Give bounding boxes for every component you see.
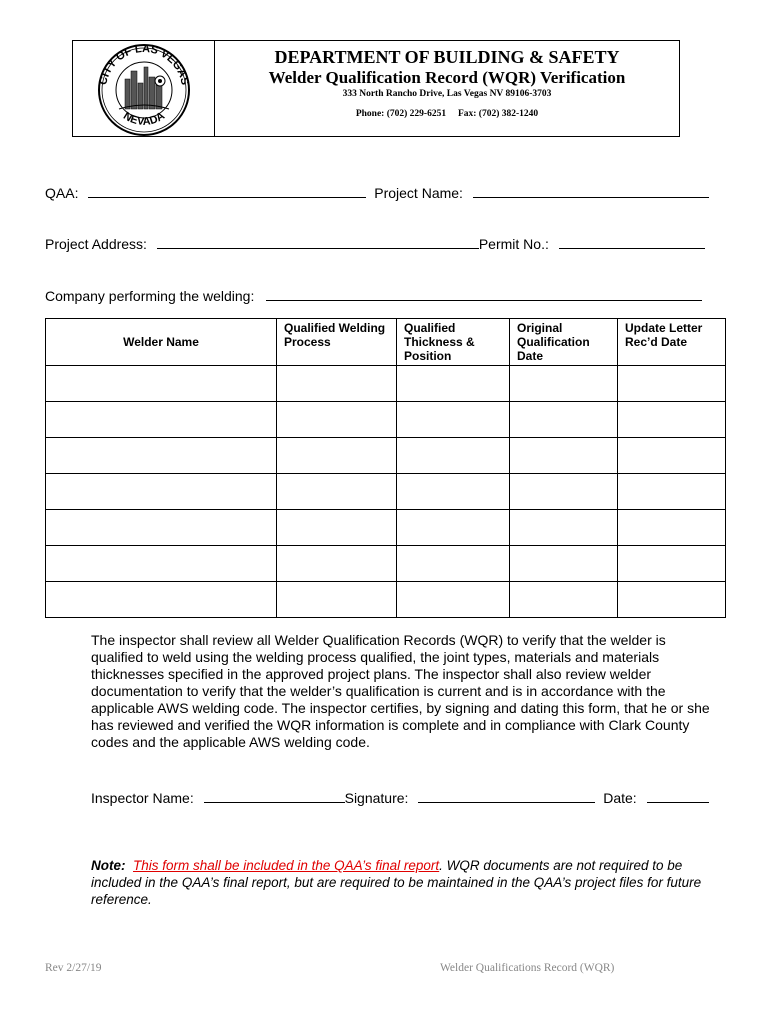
table-header-row — [46, 319, 726, 366]
table-cell[interactable] — [277, 582, 397, 618]
permit-label: Permit No.: — [478, 236, 549, 252]
department-title: DEPARTMENT OF BUILDING & SAFETY — [274, 47, 620, 67]
header-title-box — [215, 40, 680, 137]
table-cell[interactable] — [46, 402, 277, 438]
company-label: Company performing the welding: — [45, 288, 255, 304]
table-cell[interactable] — [46, 510, 277, 546]
table-row — [46, 402, 726, 438]
inspector-row — [91, 788, 709, 806]
table-cell[interactable] — [277, 366, 397, 402]
table-cell[interactable] — [46, 546, 277, 582]
table-cell[interactable] — [277, 510, 397, 546]
inspector-name-input[interactable] — [204, 788, 345, 803]
table-cell[interactable] — [618, 546, 726, 582]
table-row — [46, 582, 726, 618]
welder-table — [45, 318, 726, 618]
company-row — [45, 286, 702, 304]
update-letter-header: Update Letter Rec’d Date — [618, 319, 726, 366]
table-row — [46, 474, 726, 510]
permit-input[interactable] — [559, 234, 705, 249]
date-input[interactable] — [647, 788, 709, 803]
table-cell[interactable] — [277, 474, 397, 510]
project-address-input[interactable] — [157, 234, 479, 249]
table-cell[interactable] — [510, 438, 618, 474]
table-cell[interactable] — [510, 582, 618, 618]
table-cell[interactable] — [397, 474, 510, 510]
table-cell[interactable] — [618, 510, 726, 546]
date-label: Date: — [603, 790, 637, 806]
welding-process-header: Qualified Welding Process — [277, 319, 397, 366]
table-row — [46, 366, 726, 402]
form-title: Welder Qualification Record (WQR) Verification — [268, 68, 626, 87]
signature-label: Signature: — [344, 790, 409, 806]
note-label: Note: — [91, 858, 126, 873]
table-cell[interactable] — [510, 510, 618, 546]
department-address: 333 North Rancho Drive, Las Vegas NV 89106-3703 — [342, 89, 552, 99]
table-cell[interactable] — [46, 438, 277, 474]
project-address-row — [45, 234, 705, 252]
qaa-input[interactable] — [88, 183, 366, 198]
table-cell[interactable] — [618, 366, 726, 402]
qualification-date-header: Original Qualification Date — [510, 319, 618, 366]
seal-bottom-text: NEVADA — [121, 109, 167, 129]
table-row — [46, 438, 726, 474]
table-cell[interactable] — [618, 474, 726, 510]
revision-date: Rev 2/27/19 — [45, 962, 102, 974]
table-cell[interactable] — [510, 402, 618, 438]
inspector-instructions: The inspector shall review all Welder Qualification Records (WQR) to verify that the welder is qualified to weld using the welding process qualified, the joint types, materials and materials thicknesses specified in the approved project plans. The inspector shall also review welder documentation to verify that the welder’s qualification is current and is in accordance with the applicable AWS welding code. The inspector certifies, by signing and dating this form, that he or she has reviewed and verified the WQR information is complete and in compliance with Clark County codes and the applicable AWS welding code. — [91, 632, 710, 750]
project-name-input[interactable] — [473, 183, 709, 198]
table-cell[interactable] — [397, 510, 510, 546]
inspector-name-label: Inspector Name: — [91, 790, 194, 806]
table-cell[interactable] — [46, 366, 277, 402]
table-cell[interactable] — [618, 438, 726, 474]
table-cell[interactable] — [397, 546, 510, 582]
table-cell[interactable] — [277, 546, 397, 582]
welder-name-header: Welder Name — [46, 319, 277, 366]
seal-top-text: CITY OF LAS VEGAS — [97, 42, 191, 87]
table-cell[interactable] — [277, 402, 397, 438]
note-block — [91, 857, 731, 908]
thickness-position-header: Qualified Thickness & Position — [397, 319, 510, 366]
table-cell[interactable] — [397, 582, 510, 618]
footer-document-name: Welder Qualifications Record (WQR) — [440, 962, 615, 974]
qaa-label: QAA: — [45, 185, 79, 201]
table-cell[interactable] — [510, 474, 618, 510]
table-cell[interactable] — [397, 366, 510, 402]
department-contact: Phone: (702) 229-6251 Fax: (702) 382-1240 — [355, 109, 539, 119]
table-cell[interactable] — [46, 474, 277, 510]
table-cell[interactable] — [397, 438, 510, 474]
seal-box — [72, 40, 215, 137]
qaa-row — [45, 183, 709, 201]
table-cell[interactable] — [618, 402, 726, 438]
project-name-label: Project Name: — [374, 185, 463, 201]
table-cell[interactable] — [277, 438, 397, 474]
project-address-label: Project Address: — [45, 236, 147, 252]
table-cell[interactable] — [618, 582, 726, 618]
table-row — [46, 546, 726, 582]
table-cell[interactable] — [510, 546, 618, 582]
table-cell[interactable] — [510, 366, 618, 402]
table-row — [46, 510, 726, 546]
note-rest: . WQR documents are not required to be included in the QAA’s final report, but are required to be maintained in the QAA’s project files for future reference. — [91, 858, 702, 907]
company-input[interactable] — [266, 286, 702, 301]
signature-input[interactable] — [418, 788, 595, 803]
city-seal-icon — [73, 41, 216, 138]
table-cell[interactable] — [46, 582, 277, 618]
table-cell[interactable] — [397, 402, 510, 438]
note-emphasis: This form shall be included in the QAA’s final report — [133, 858, 440, 873]
